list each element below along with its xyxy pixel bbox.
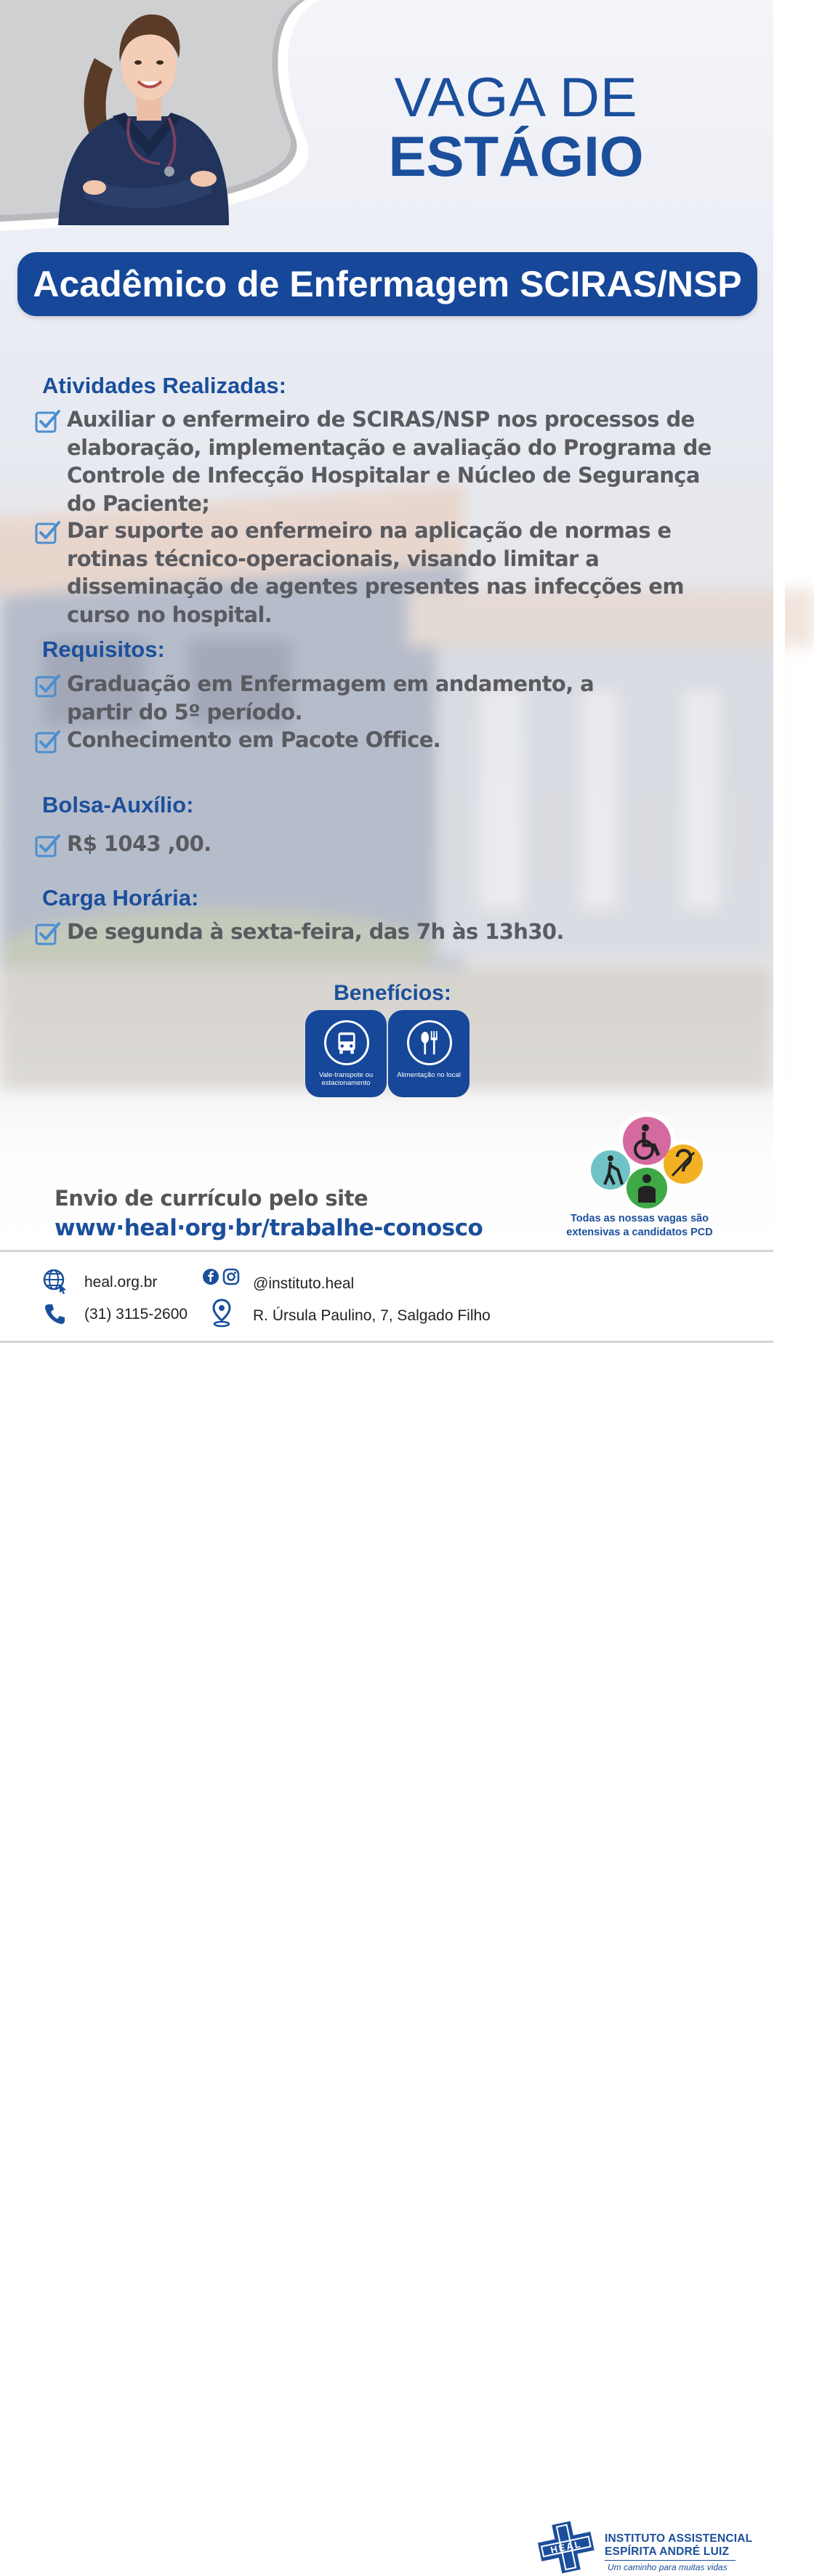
right-margin [773,0,785,1395]
activity-item [35,517,718,629]
stipend-heading: Bolsa-Auxílio: [42,792,194,817]
job-title-banner: Acadêmico de Enfermagem SCIRAS/NSP [17,252,757,316]
activity-text: Dar suporte ao enfermeiro na aplicação de normas e rotinas técnico-operacionais, visando limitar a disseminação de agentes presentes nas infecções em curso no hospital. [67,518,684,627]
checkbox-check-icon [35,408,61,435]
cutlery-icon [407,1020,452,1065]
benefit-label: Alimentação no local [397,1071,461,1079]
location-pin-icon [211,1299,233,1328]
application-instruction: Envio de currículo pelo site [55,1186,368,1211]
phone-icon [44,1302,67,1325]
stipend-text: R$ 1043 ,00. [67,831,211,856]
workload-text: De segunda à sexta-feira, das 7h às 13h30. [67,919,564,944]
application-link[interactable]: www·heal·org·br/trabalhe-conosco [55,1215,483,1241]
contact-footer [0,1250,773,2572]
poster-title [342,67,690,188]
checkbox-check-icon [35,833,61,859]
pcd-accessibility-icons [574,1112,720,1221]
hearing-impaired-icon [664,1144,703,1184]
organization-tagline: Um caminho para muitas vidas [608,2562,728,2572]
requirement-item [35,670,660,726]
checkbox-check-icon [35,673,61,699]
pcd-notice: Todas as nossas vagas são extensivas a candidatos PCD [566,1213,713,1238]
website-text[interactable]: heal.org.br [84,1274,158,1291]
bus-icon [324,1020,369,1065]
heal-logo [535,2518,753,2576]
activity-text: Auxiliar o enfermeiro de SCIRAS/NSP nos processos de elaboração, implementação e avaliação do Programa de Controle de Infecção Hospitalar e Núcleo de Segurança do Paciente; [67,407,712,516]
wheelchair-icon [623,1117,671,1165]
benefit-card-meal [388,1010,470,1097]
checkbox-check-icon [35,729,61,755]
activity-item [35,405,718,517]
organization-name: INSTITUTO ASSISTENCIAL ESPÍRITA ANDRÉ LUIZ [605,2532,753,2558]
stipend-item [35,830,718,858]
checkbox-check-icon [35,520,61,546]
person-icon [626,1168,667,1208]
instagram-icon[interactable] [222,1268,240,1285]
title-line-2: ESTÁGIO [388,124,644,188]
blind-person-icon [591,1150,630,1190]
phone-text[interactable]: (31) 3115-2600 [84,1306,188,1323]
facebook-icon[interactable] [202,1268,219,1285]
requirement-text: Graduação em Enfermagem em andamento, a partir do 5º período. [67,671,595,724]
benefits-heading: Benefícios: [334,981,451,1005]
workload-heading: Carga Horária: [42,885,199,911]
address-text: R. Úrsula Paulino, 7, Salgado Filho [253,1307,491,1324]
requirement-item [35,726,718,754]
heal-cross-logo-icon [535,2518,600,2576]
svg-text:HEAL: HEAL [549,2538,583,2556]
workload-item [35,918,718,946]
benefit-card-transport [305,1010,387,1097]
globe-icon [42,1268,68,1294]
benefit-label: Vale-transpote ou estacionamento [318,1071,374,1087]
social-handle-text[interactable]: @instituto.heal [253,1275,355,1292]
requirement-text: Conhecimento em Pacote Office. [67,727,441,752]
nurse-photo [44,7,233,225]
activities-heading: Atividades Realizadas: [42,373,286,398]
checkbox-check-icon [35,921,61,947]
requirements-heading: Requisitos: [42,637,165,662]
title-line-1: VAGA DE [394,67,638,129]
